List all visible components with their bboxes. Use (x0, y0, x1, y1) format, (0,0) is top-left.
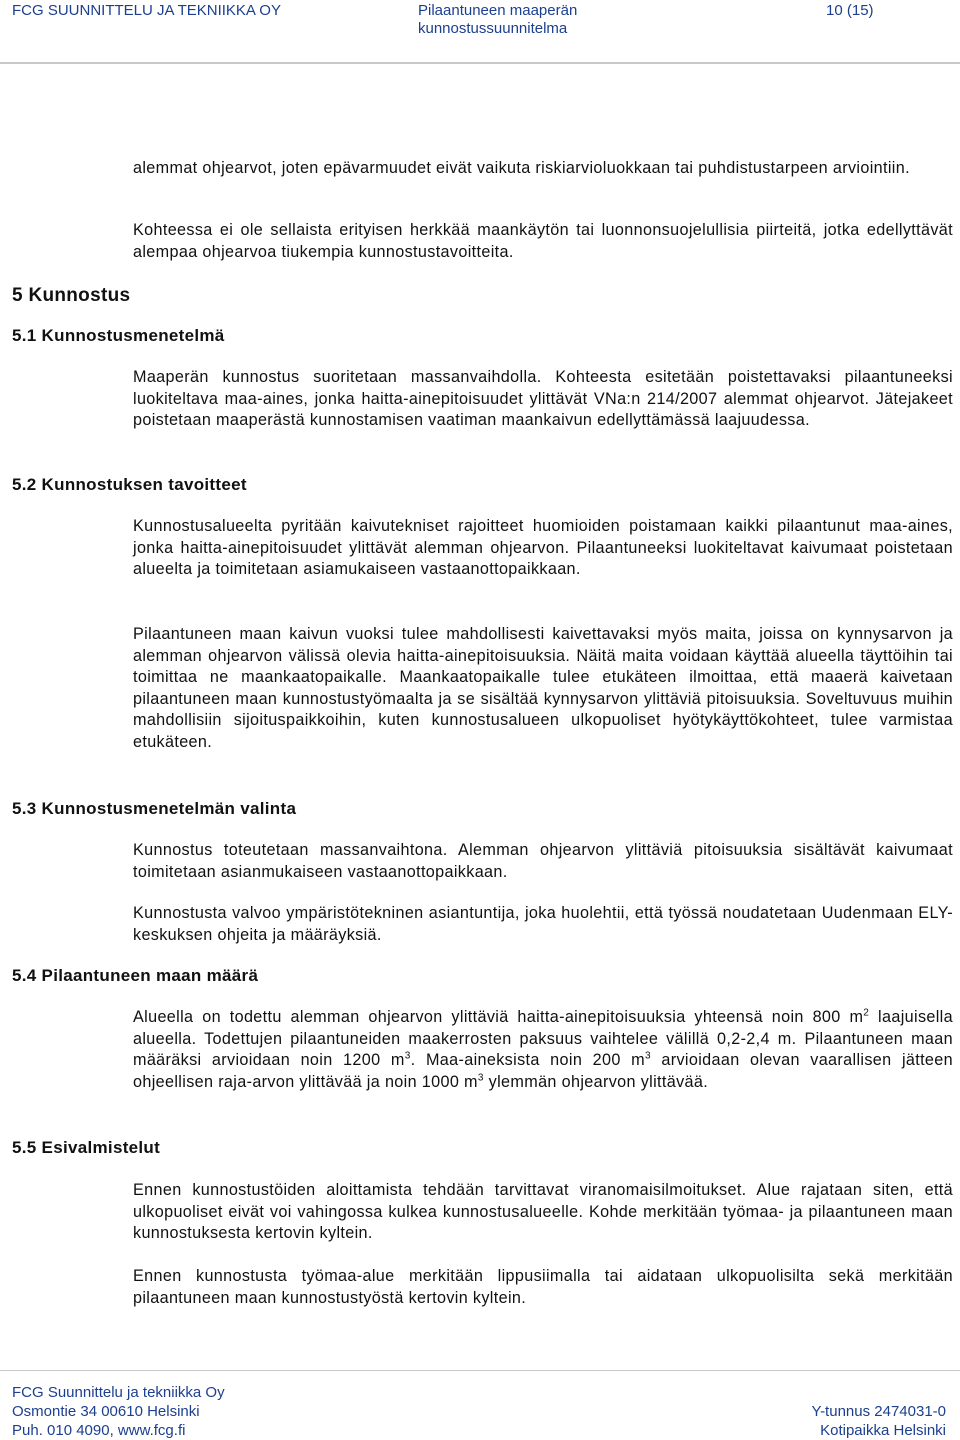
header-divider (0, 62, 960, 64)
paragraph-5-1: Maaperän kunnostus suoritetaan massanvaihdolla. Kohteesta esitetään poistettavaksi pilaantuneeksi luokiteltava maa-aines, jonka haitta-ainepitoisuudet ylittävät VNa:n 214/2007 alemmat ohjearvot. Jätejakeet poistetaan maaperästä kunnostamisen vaatiman maankaivun edellyttämässä laajuudessa. (133, 368, 953, 430)
footer-left (12, 1383, 225, 1440)
paragraph-5-5-b: Ennen kunnostusta työmaa-alue merkitään lippusiimalla tai aidataan ulkopuolisilta sekä merkitään pilaantuneen maan kunnostustyöstä kertovin kyltein. (133, 1267, 953, 1307)
heading-5-4: 5.4 Pilaantuneen maan määrä (12, 966, 259, 985)
intro-paragraph-2: Kohteessa ei ole sellaista erityisen herkkää maankäytön tai luonnonsuojelullisia piirteitä, jotka edellyttävät alempaa ohjearvoa tiukempia kunnostustavoitteita. (133, 221, 953, 261)
heading-5-3: 5.3 Kunnostusmenetelmän valinta (12, 799, 297, 818)
footer-divider (0, 1370, 960, 1371)
paragraph-5-2-a: Kunnostusalueelta pyritään kaivutekniset rajoitteet huomioiden poistamaan kaikki pilaantunut maa-aines, jonka haitta-ainepitoisuudet ylittävät alemman ohjearvon. Pilaantuneeksi luokiteltavat kaivumaat poistetaan alueelta ja toimitetaan asiamukaiseen vastaanottopaikkaan. (133, 517, 953, 579)
heading-5: 5 Kunnostus (12, 285, 131, 306)
heading-5-5: 5.5 Esivalmistelut (12, 1138, 161, 1157)
footer-ytunnus: Y-tunnus 2474031-0 (811, 1403, 946, 1420)
paragraph-5-5-a: Ennen kunnostustöiden aloittamista tehdään tarvittavat viranomaisilmoitukset. Alue rajataan siten, että ulkopuoliset eivät voi vahingossa kulkea kunnostusalueelle. Kohde merkitään työmaa- ja pilaantuneen maan kunnostuksesta kertovin kyltein. (133, 1181, 953, 1243)
footer-company: FCG Suunnittelu ja tekniikka Oy (12, 1384, 225, 1401)
paragraph-5-4: Alueella on todettu alemman ohjearvon ylittäviä haitta-ainepitoisuuksia yhteensä noin 800 $m^2$ laajuisella alueella. Todettujen pilaantuneiden maakerrosten paksuus vaihtelee välillä 0,2-2,4 m. Pilaantuneen maan määräksi arvioidaan noin 1200 $m^3$. Maa-aineksista noin 200 $m^3$ arvioidaan olevan vaarallisen jätteen ohjeellisen raja-arvon ylittävää ja noin 1000 $m^3$ ylemmän ohjearvon ylittävää. (133, 1007, 953, 1091)
paragraph-5-3-b: Kunnostusta valvoo ympäristötekninen asiantuntija, joka huolehtii, että työssä noudatetaan Uudenmaan ELY-keskuksen ohjeita ja määräyksiä. (133, 904, 953, 944)
paragraph-5-3-a: Kunnostus toteutetaan massanvaihtona. Alemman ohjearvon ylittäviä pitoisuuksia sisältävät kaivumaat toimitetaan asianmukaiseen vastaanottopaikkaan. (133, 841, 953, 881)
header-title-line1: Pilaantuneen maaperän (418, 2, 578, 19)
footer-kotipaikka: Kotipaikka Helsinki (820, 1422, 946, 1439)
heading-5-2: 5.2 Kunnostuksen tavoitteet (12, 475, 247, 494)
page-number: 10 (15) (826, 2, 874, 19)
footer-address: Osmontie 34 00610 Helsinki (12, 1403, 200, 1420)
footer-contact: Puh. 010 4090, www.fcg.fi (12, 1422, 186, 1439)
header-company: FCG SUUNNITTELU JA TEKNIIKKA OY (12, 2, 281, 19)
heading-5-1: 5.1 Kunnostusmenetelmä (12, 326, 225, 345)
footer-right (811, 1402, 946, 1440)
paragraph-5-2-b: Pilaantuneen maan kaivun vuoksi tulee mahdollisesti kaivettavaksi myös maita, joissa on kynnysarvon ja alemman ohjearvon välissä olevia haitta-ainepitoisuuksia. Näitä maita voidaan käyttää alueella täyttöihin tai toimittaa ne maankaatopaikalle. Maankaatopaikalle tulee etukäteen ilmoittaa, että maaerä kaivetaan pilaantuneen maan kunnostustyömaalta ja se sisältää kynnysarvon ylittäviä pitoisuuksia. Soveltuvuus muihin mahdollisiin sijoituspaikkoihin, kuten kunnostusalueen ulkopuoliset hyötykäyttökohteet, tulee varmistaa etukäteen. (133, 625, 953, 751)
header-title-line2: kunnostussuunnitelma (418, 20, 568, 37)
header-title (418, 2, 577, 38)
intro-paragraph-1: alemmat ohjearvot, joten epävarmuudet eivät vaikuta riskiarvioluokkaan tai puhdistustarpeen arviointiin. (133, 159, 910, 177)
